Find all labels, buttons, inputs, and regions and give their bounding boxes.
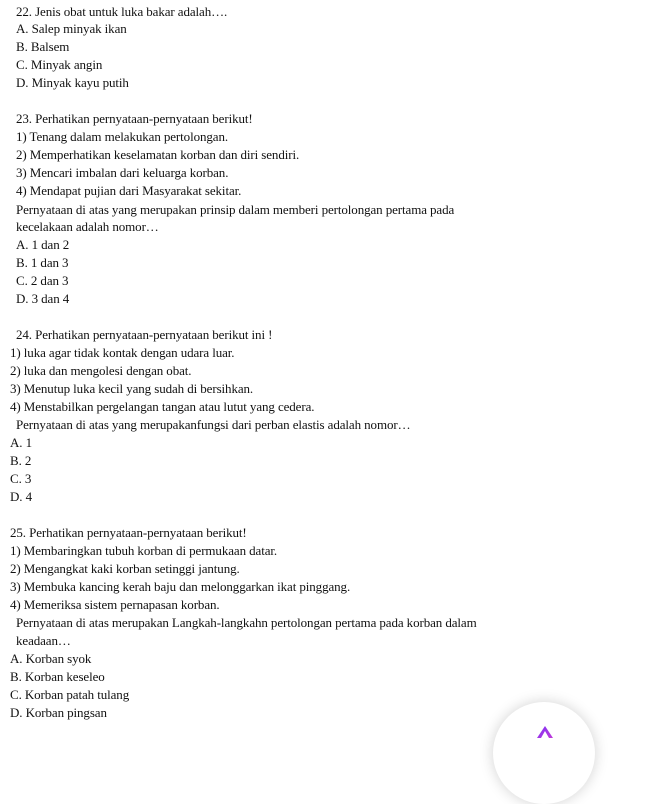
- statement-4: 4) Mendapat pujian dari Masyarakat sekitar.: [16, 183, 242, 198]
- statement-1: 1) Membaringkan tubuh korban di permukaan datar.: [10, 543, 278, 558]
- option-a: A. Salep minyak ikan: [16, 21, 127, 36]
- option-c: C. Minyak angin: [16, 57, 103, 72]
- option-d: D. 3 dan 4: [16, 291, 70, 306]
- option-b: B. Korban keseleo: [10, 669, 105, 684]
- option-d: D. Korban pingsan: [10, 705, 107, 720]
- question-prompt: Pernyataan di atas merupakan Langkah-langkahn pertolongan pertama pada korban dalam: [16, 615, 477, 630]
- option-b: B. Balsem: [16, 39, 70, 54]
- question-prompt: Pernyataan di atas yang merupakan prinsip dalam memberi pertolongan pertama pada: [16, 202, 455, 217]
- statement-2: 2) luka dan mengolesi dengan obat.: [10, 363, 192, 378]
- option-b: B. 2: [10, 453, 32, 468]
- option-a: A. Korban syok: [10, 651, 92, 666]
- statement-4: 4) Memeriksa sistem pernapasan korban.: [10, 597, 220, 612]
- statement-3: 3) Membuka kancing kerah baju dan melonggarkan ikat pinggang.: [10, 579, 351, 594]
- question-24-stem: 24. Perhatikan pernyataan-pernyataan berikut ini !: [16, 327, 273, 342]
- question-prompt: Pernyataan di atas yang merupakanfungsi dari perban elastis adalah nomor…: [16, 417, 411, 432]
- triangle-logo-icon[interactable]: [537, 726, 553, 738]
- question-22-stem: 22. Jenis obat untuk luka bakar adalah….: [16, 4, 228, 19]
- question-25-stem: 25. Perhatikan pernyataan-pernyataan berikut!: [10, 525, 247, 540]
- option-c: C. 2 dan 3: [16, 273, 69, 288]
- statement-2: 2) Mengangkat kaki korban setinggi jantung.: [10, 561, 240, 576]
- statement-3: 3) Menutup luka kecil yang sudah di bersihkan.: [10, 381, 254, 396]
- option-a: A. 1: [10, 435, 32, 450]
- option-d: D. 4: [10, 489, 32, 504]
- question-23-stem: 23. Perhatikan pernyataan-pernyataan berikut!: [16, 111, 253, 126]
- question-prompt-cont: keadaan…: [16, 633, 71, 648]
- question-prompt-cont: kecelakaan adalah nomor…: [16, 219, 159, 234]
- statement-4: 4) Menstabilkan pergelangan tangan atau lutut yang cedera.: [10, 399, 315, 414]
- option-d: D. Minyak kayu putih: [16, 75, 129, 90]
- option-c: C. 3: [10, 471, 32, 486]
- option-b: B. 1 dan 3: [16, 255, 69, 270]
- statement-1: 1) luka agar tidak kontak dengan udara luar.: [10, 345, 235, 360]
- option-a: A. 1 dan 2: [16, 237, 70, 252]
- statement-3: 3) Mencari imbalan dari keluarga korban.: [16, 165, 229, 180]
- statement-2: 2) Memperhatikan keselamatan korban dan diri sendiri.: [16, 147, 300, 162]
- floating-action-button[interactable]: [493, 702, 595, 804]
- option-c: C. Korban patah tulang: [10, 687, 130, 702]
- statement-1: 1) Tenang dalam melakukan pertolongan.: [16, 129, 229, 144]
